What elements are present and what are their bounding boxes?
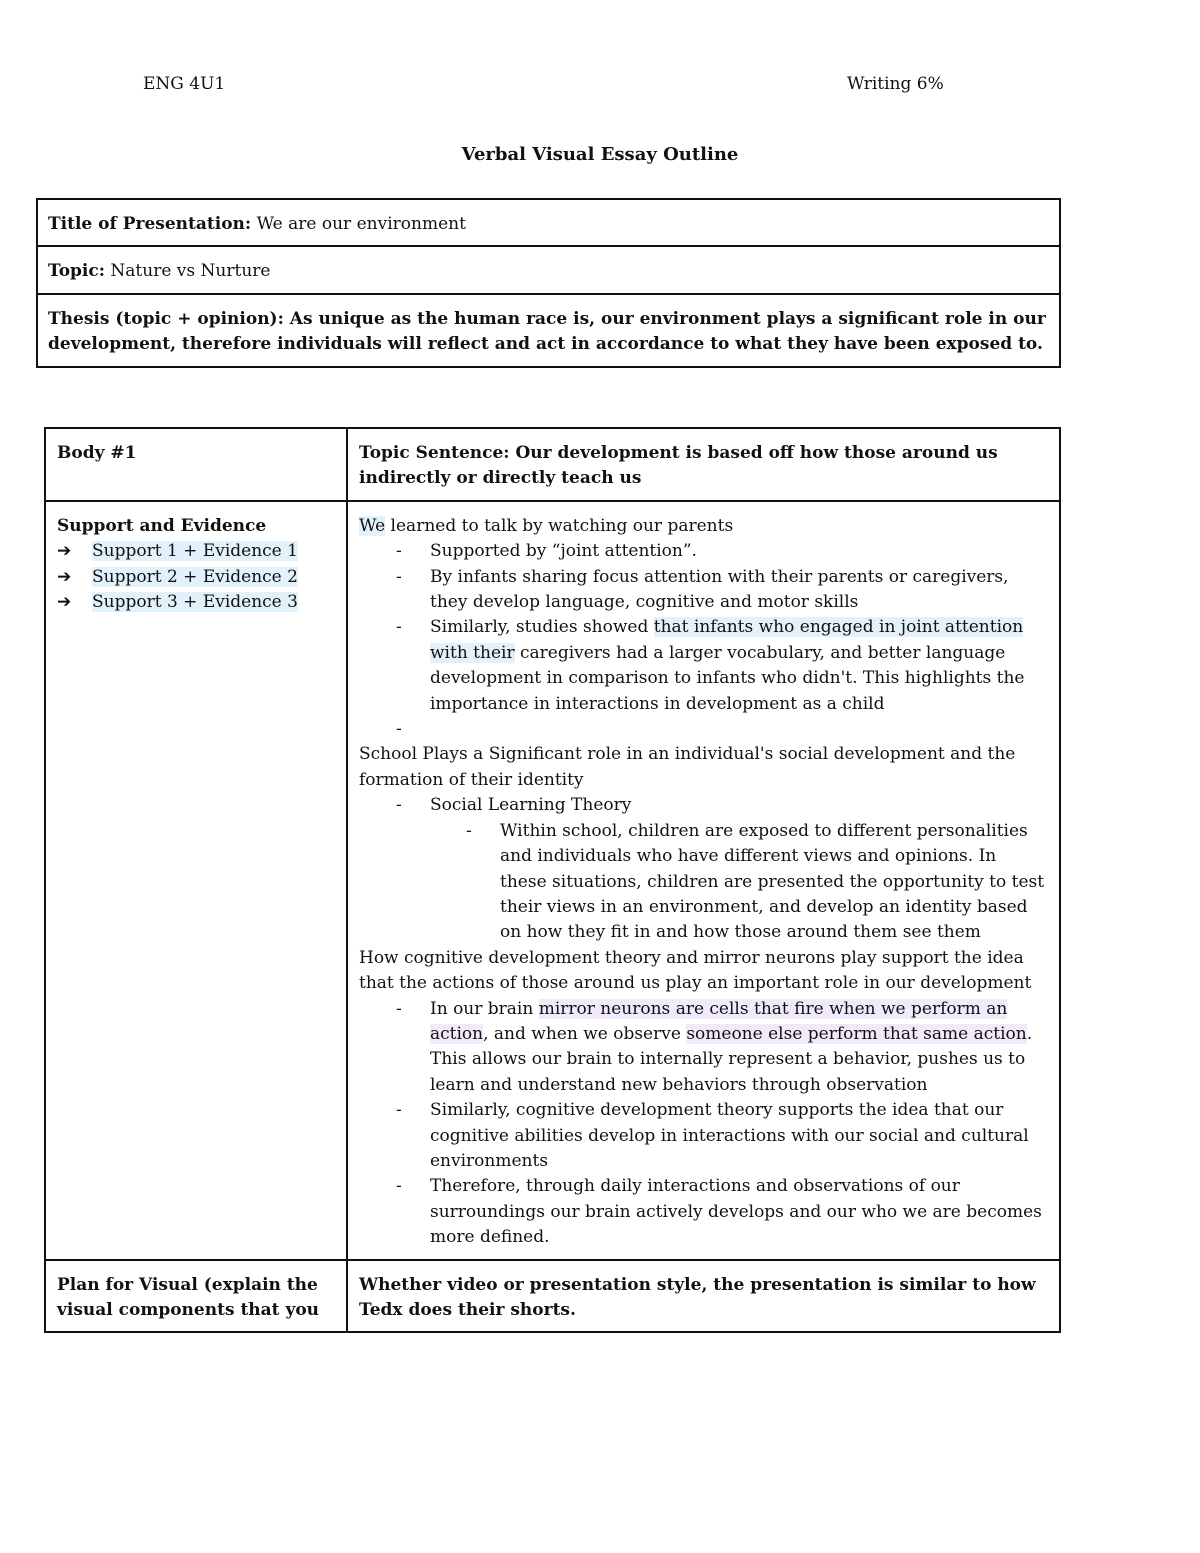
evidence-text: learned to talk by watching our parents — [385, 515, 734, 536]
support-item-label: Support 2 + Evidence 2 — [92, 566, 298, 587]
dash-marker: - — [396, 566, 402, 587]
dash-marker: - — [396, 541, 402, 562]
evidence-bullet — [396, 565, 1048, 616]
topic-sentence-cell — [347, 428, 1060, 501]
topic-row — [37, 246, 1060, 293]
bullet-text: . This allows our brain to internally represent a behavior, pushes us to learn and understand new behaviors through observation — [430, 1023, 1033, 1095]
arrow-icon: ➔ — [57, 592, 72, 613]
evidence-bullets — [359, 539, 1048, 742]
visual-label-cell — [45, 1260, 347, 1333]
highlighted-text: mirror neurons are cells that fire when we perform an action — [430, 998, 1008, 1044]
support-item-label: Support 3 + Evidence 3 — [92, 592, 298, 613]
evidence-sub-bullet — [466, 819, 1048, 946]
evidence-bullet — [396, 717, 1048, 742]
evidence-bullets — [359, 997, 1048, 1251]
evidence-sub-bullets — [430, 819, 1048, 946]
bullet-text: Similarly, studies showed — [430, 617, 654, 638]
title-label: Title of Presentation: — [48, 214, 252, 234]
visual-text-cell — [347, 1260, 1060, 1333]
dash-marker: - — [396, 998, 402, 1019]
arrow-icon: ➔ — [57, 566, 72, 587]
topic-cell — [37, 246, 1060, 293]
visual-plan-row — [45, 1260, 1060, 1333]
evidence-text: How cognitive development theory and mirror neurons play support the idea that the actions of those around us play an important role in our development — [359, 947, 1032, 994]
document-title: Verbal Visual Essay Outline — [461, 144, 739, 165]
support-item — [57, 590, 335, 615]
highlighted-text: that infants who engaged in joint attention with their — [430, 617, 1024, 663]
evidence-cell — [347, 501, 1060, 1260]
support-item — [57, 539, 335, 564]
support-list — [57, 539, 335, 615]
dash-marker: - — [396, 719, 402, 740]
visual-label: Plan for Visual (explain the visual components that you — [57, 1274, 320, 1320]
support-label: Support and Evidence — [57, 515, 267, 536]
bullet-text: Supported by “joint attention”. — [430, 541, 697, 562]
bullet-text: Social Learning Theory — [430, 795, 632, 816]
evidence-paragraph — [359, 946, 1048, 997]
body-table — [44, 427, 1061, 1333]
evidence-bullet — [396, 1098, 1048, 1174]
visual-text: Whether video or presentation style, the presentation is similar to how Tedx does their shorts. — [359, 1274, 1036, 1320]
topic-value: Nature vs Nurture — [105, 261, 271, 282]
support-item-label: Support 1 + Evidence 1 — [92, 541, 298, 562]
evidence-bullet — [396, 793, 1048, 945]
thesis-cell — [37, 294, 1060, 367]
support-item — [57, 565, 335, 590]
evidence-paragraph — [359, 742, 1048, 793]
bullet-text: Therefore, through daily interactions and observations of our surroundings our brain actively develops and our who we are becomes more defined. — [430, 1176, 1042, 1248]
support-label-cell — [45, 501, 347, 1260]
highlighted-text: We — [359, 515, 386, 536]
bullet-text: Within school, children are exposed to different personalities and individuals who have different views and opinions. In these situations, children are presented the opportunity to test their views in an environment, and develop an identity based on how they fit in and how those around them see them — [500, 820, 1045, 943]
bullet-text: By infants sharing focus attention with their parents or caregivers, they develop language, cognitive and motor skills — [430, 566, 1009, 613]
title-cell — [37, 199, 1060, 246]
evidence-text: School Plays a Significant role in an individual's social development and the formation of their identity — [359, 744, 1016, 790]
evidence-bullets — [359, 793, 1048, 945]
bullet-text: caregivers had a larger vocabulary, and better language development in comparison to infants who didn't. This highlights the importance in interactions in development as a child — [430, 642, 1025, 714]
title-row — [37, 199, 1060, 246]
dash-marker: - — [466, 820, 472, 841]
dash-marker: - — [396, 1176, 402, 1197]
assignment-weight: Writing 6% — [847, 74, 944, 94]
body-header-row — [45, 428, 1060, 501]
highlighted-text: someone else perform that same action — [686, 1023, 1027, 1044]
bullet-text: Similarly, cognitive development theory supports the idea that our cognitive abilities develop in interactions with our social and cultural environments — [430, 1100, 1029, 1171]
thesis-row — [37, 294, 1060, 367]
thesis-value: As unique as the human race is, our environment plays a significant role in our development, therefore individuals will reflect and act in accordance to what they have been exposed to. — [48, 308, 1046, 355]
evidence-bullet — [396, 997, 1048, 1099]
course-code: ENG 4U1 — [143, 74, 226, 94]
arrow-icon: ➔ — [57, 541, 72, 562]
evidence-paragraph — [359, 514, 1048, 539]
topic-sentence: Topic Sentence: Our development is based off how those around us indirectly or directly teach us — [359, 443, 998, 489]
bullet-text: In our brain — [430, 998, 539, 1019]
evidence-bullet — [396, 615, 1048, 717]
body-label-cell — [45, 428, 347, 501]
body-label: Body #1 — [57, 443, 137, 463]
dash-marker: - — [396, 1100, 402, 1121]
thesis-label: Thesis (topic + opinion): — [48, 308, 284, 329]
topic-label: Topic: — [48, 261, 106, 282]
dash-marker: - — [396, 795, 402, 816]
title-value: We are our environment — [251, 214, 466, 234]
evidence-bullet — [396, 539, 1048, 564]
dash-marker: - — [396, 617, 402, 638]
overview-table — [36, 198, 1061, 368]
support-row — [45, 501, 1060, 1260]
bullet-text: , and when we observe — [483, 1023, 687, 1044]
evidence-bullet — [396, 1174, 1048, 1250]
